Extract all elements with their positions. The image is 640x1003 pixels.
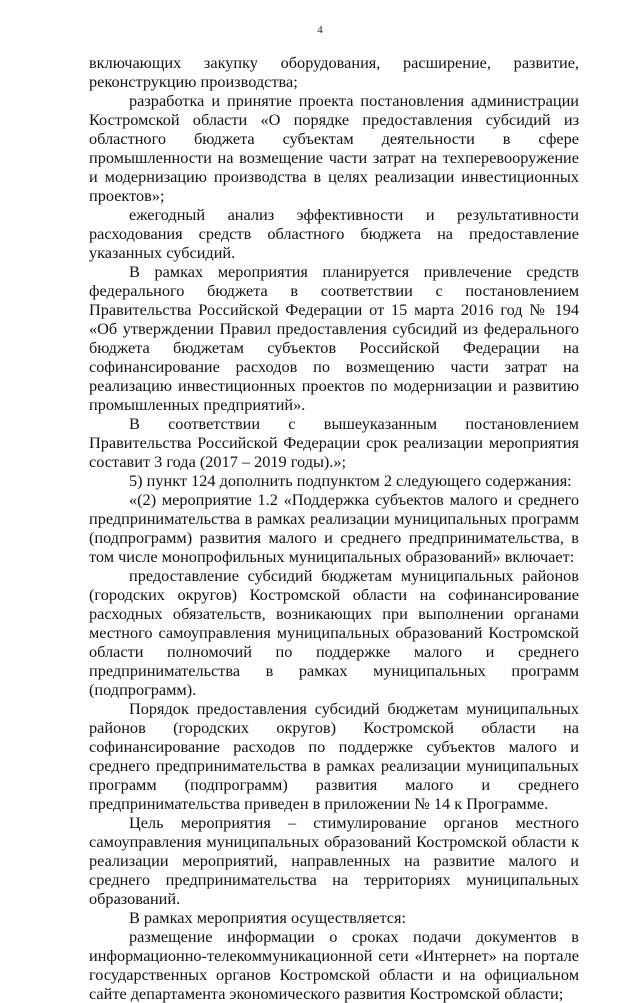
paragraph: разработка и принятие проекта постановления администрации Костромской области «О порядке предоставления субсидий из областного бюджета субъектам деятельности в сфере промышленности на возмещение части затрат на техперевооружение и модернизацию производства в целях реализации инвестиционных проектов»;: [89, 91, 579, 205]
paragraph: «(2) мероприятие 1.2 «Поддержка субъектов малого и среднего предпринимательства в рамках реализации муниципальных программ (подпрограмм) развития малого и среднего предпринимательства, в том числе монопрофильных муниципальных образований» включает:: [89, 490, 579, 566]
paragraph: В соответствии с вышеуказанным постановлением Правительства Российской Федерации срок реализации мероприятия составит 3 года (2017 – 2019 годы).»;: [89, 414, 579, 471]
paragraph: Порядок предоставления субсидий бюджетам муниципальных районов (городских округов) Костромской области на софинансирование расходов по поддержке субъектов малого и среднего предпринимательства в рамках реализации муниципальных программ (подпрограмм) развития малого и среднего предпринимательства приведен в приложении № 14 к Программе.: [89, 699, 579, 813]
paragraph: ежегодный анализ эффективности и результативности расходования средств областного бюджета на предоставление указанных субсидий.: [89, 205, 579, 262]
paragraph: предоставление субсидий бюджетам муниципальных районов (городских округов) Костромской области на софинансирование расходных обязательств, возникающих при выполнении органами местного самоуправления муниципальных образований Костромской области полномочий по поддержке малого и среднего предпринимательства в рамках муниципальных программ (подпрограмм).: [89, 566, 579, 699]
page-number: 4: [317, 24, 323, 36]
paragraph: В рамках мероприятия планируется привлечение средств федерального бюджета в соответствии с постановлением Правительства Российской Федерации от 15 марта 2016 год № 194 «Об утверждении Правил предоставления субсидий из федерального бюджета бюджетам субъектов Российской Федерации на софинансирование расходов по возмещению части затрат на реализацию инвестиционных проектов по модернизации и развитию промышленных предприятий».: [89, 262, 579, 414]
paragraph: Цель мероприятия – стимулирование органов местного самоуправления муниципальных образований Костромской области к реализации мероприятий, направленных на развитие малого и среднего предпринимательства на территориях муниципальных образований.: [89, 813, 579, 908]
paragraph: размещение информации о сроках подачи документов в информационно-телекоммуникационной сети «Интернет» на портале государственных органов Костромской области и на официальном сайте департамента экономического развития Костромской области;: [89, 927, 579, 1003]
document-body: [89, 53, 579, 1003]
paragraph: включающих закупку оборудования, расширение, развитие, реконструкцию производства;: [89, 53, 579, 91]
paragraph: В рамках мероприятия осуществляется:: [129, 908, 407, 927]
paragraph: 5) пункт 124 дополнить подпунктом 2 следующего содержания:: [129, 471, 572, 490]
